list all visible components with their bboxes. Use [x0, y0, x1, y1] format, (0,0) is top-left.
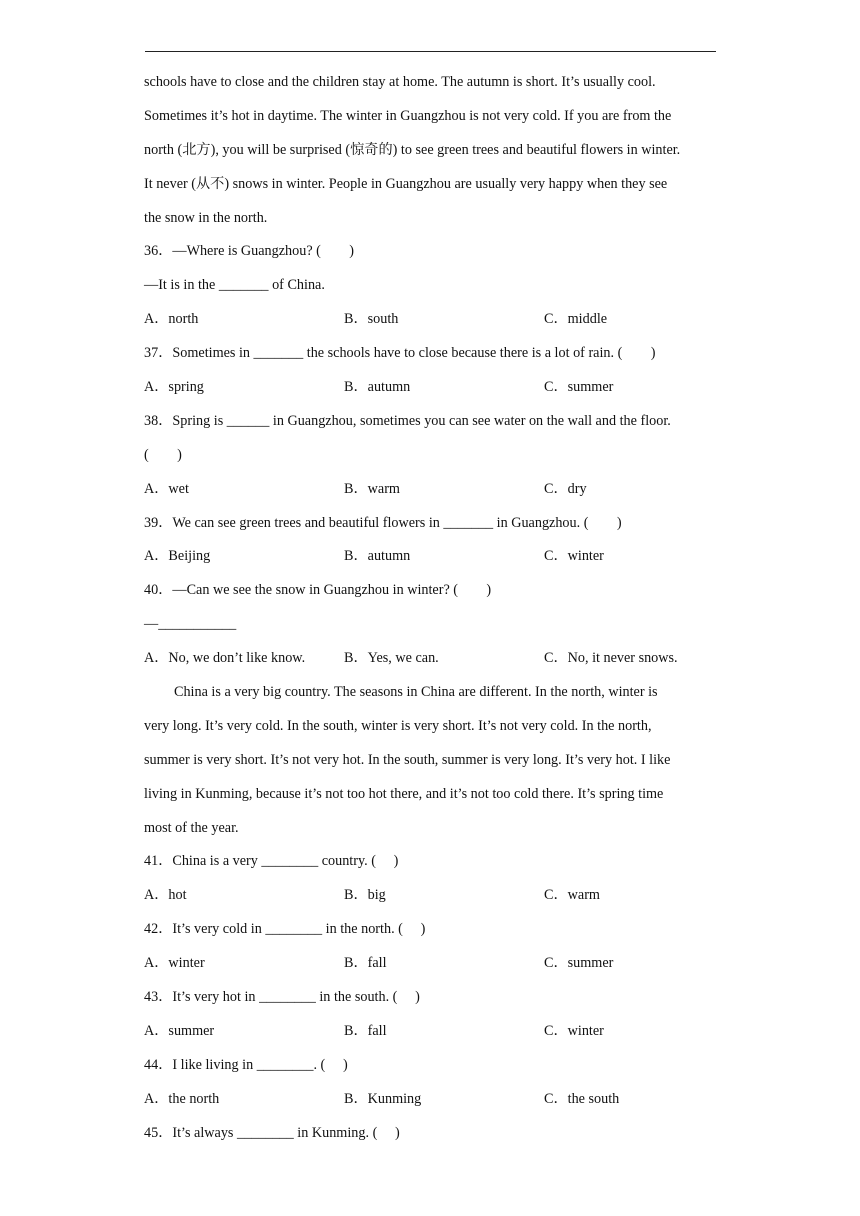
question-40: [144, 574, 724, 676]
question-39: [144, 507, 724, 575]
passage-line: north (北方), you will be surprised (惊奇的) to see green trees and beautiful flowers in winter.: [144, 141, 681, 158]
answer-options: [144, 879, 724, 913]
passage-line: summer is very short. It’s not very hot. In the south, summer is very long. It’s very hot. I like: [144, 751, 671, 768]
option-b[interactable]: B．autumn: [344, 548, 411, 565]
option-b[interactable]: B．south: [344, 311, 399, 328]
passage-line: most of the year.: [144, 819, 239, 836]
option-b[interactable]: B．Yes, we can.: [344, 650, 439, 667]
option-c[interactable]: C．dry: [544, 480, 587, 497]
answer-options: [144, 1083, 724, 1117]
question-stem-continued: —It is in the _______ of China.: [144, 277, 325, 294]
passage-line: Sometimes it’s hot in daytime. The winter in Guangzhou is not very cold. If you are from the: [144, 107, 672, 124]
passage-1: [144, 66, 724, 235]
option-a[interactable]: A．winter: [144, 955, 205, 972]
question-stem: 36．—Where is Guangzhou? ( ): [144, 243, 354, 260]
option-c[interactable]: C．winter: [544, 548, 604, 565]
answer-options: [144, 371, 724, 405]
passage-line: schools have to close and the children stay at home. The autumn is short. It’s usually cool.: [144, 74, 656, 90]
option-a[interactable]: A．the north: [144, 1090, 220, 1107]
option-b[interactable]: B．Kunming: [344, 1090, 422, 1107]
question-stem-continued: ( ): [144, 446, 182, 463]
option-a[interactable]: A．summer: [144, 1022, 215, 1039]
question-41: [144, 845, 724, 913]
question-stem: 43．It’s very hot in ________ in the south. ( ): [144, 989, 420, 1006]
question-stem-continued: —___________: [144, 616, 237, 633]
question-45: [144, 1117, 724, 1151]
passage-line: the snow in the north.: [144, 209, 268, 226]
option-b[interactable]: B．autumn: [344, 379, 411, 396]
question-stem: 39．We can see green trees and beautiful flowers in _______ in Guangzhou. ( ): [144, 514, 622, 531]
answer-options: [144, 303, 724, 337]
option-a[interactable]: A．spring: [144, 379, 204, 396]
passage-line: very long. It’s very cold. In the south, winter is very short. It’s not very cold. In the north,: [144, 717, 652, 734]
option-a[interactable]: A．Beijing: [144, 548, 211, 565]
question-stem: 44．I like living in ________. ( ): [144, 1056, 348, 1073]
option-a[interactable]: A．wet: [144, 480, 189, 497]
question-stem: 41．China is a very ________ country. ( ): [144, 853, 399, 870]
option-c[interactable]: C．summer: [544, 955, 614, 972]
question-stem: 45．It’s always ________ in Kunming. ( ): [144, 1124, 400, 1141]
option-c[interactable]: C．warm: [544, 887, 600, 904]
option-b[interactable]: B．fall: [344, 955, 387, 972]
answer-options: [144, 642, 724, 676]
option-c[interactable]: C．middle: [544, 311, 608, 328]
option-c[interactable]: C．No, it never snows.: [544, 650, 678, 667]
passage-line: China is a very big country. The seasons in China are different. In the north, winter is: [174, 684, 658, 701]
option-b[interactable]: B．warm: [344, 480, 400, 497]
question-44: [144, 1049, 724, 1117]
passage-line: It never (从不) snows in winter. People in Guangzhou are usually very happy when they see: [144, 175, 668, 192]
answer-options: [144, 473, 724, 507]
question-43: [144, 981, 724, 1049]
passage-2: [144, 676, 724, 845]
option-c[interactable]: C．the south: [544, 1090, 620, 1107]
option-b[interactable]: B．fall: [344, 1022, 387, 1039]
question-37: [144, 337, 724, 405]
passage-line: living in Kunming, because it’s not too hot there, and it’s not too cold there. It’s spring time: [144, 785, 664, 802]
option-a[interactable]: A．No, we don’t like know.: [144, 650, 306, 667]
answer-options: [144, 540, 724, 574]
option-c[interactable]: C．winter: [544, 1022, 604, 1039]
question-42: [144, 913, 724, 981]
question-38: [144, 405, 724, 507]
question-stem: 42．It’s very cold in ________ in the north. ( ): [144, 921, 426, 938]
option-b[interactable]: B．big: [344, 887, 386, 904]
exam-page-content: [144, 66, 724, 1151]
question-36: [144, 235, 724, 337]
header-rule: [145, 51, 716, 52]
answer-options: [144, 1015, 724, 1049]
question-stem: 37．Sometimes in _______ the schools have to close because there is a lot of rain. ( ): [144, 345, 656, 362]
option-a[interactable]: A．north: [144, 311, 199, 328]
option-a[interactable]: A．hot: [144, 887, 187, 904]
question-stem: 40．—Can we see the snow in Guangzhou in winter? ( ): [144, 582, 492, 599]
answer-options: [144, 947, 724, 981]
option-c[interactable]: C．summer: [544, 379, 614, 396]
question-stem: 38．Spring is ______ in Guangzhou, sometimes you can see water on the wall and the floor.: [144, 412, 671, 429]
